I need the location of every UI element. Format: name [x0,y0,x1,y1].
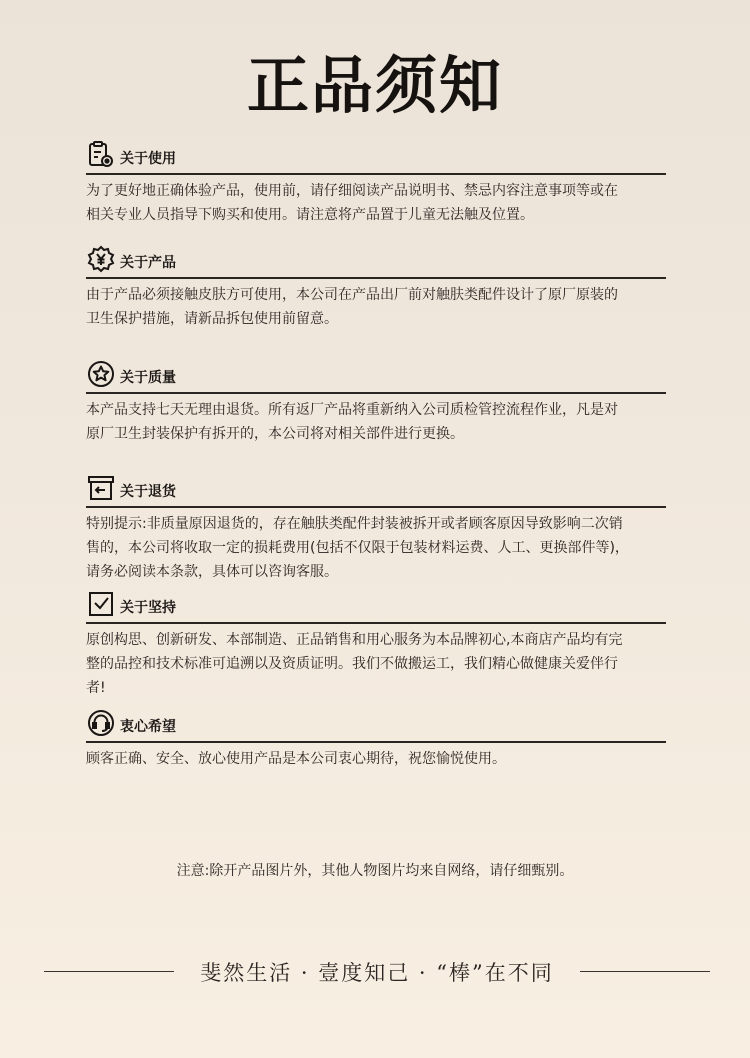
section-line: 者! [86,680,106,696]
return-box-icon [86,473,116,503]
section-heading: 关于坚持 [120,600,176,616]
section-heading: 关于退货 [120,484,176,500]
section-divider [86,277,666,279]
footer-left-line [44,971,174,972]
footer-text: 斐然生活 · 壹度知己 · “棒”在不同 [200,961,554,985]
section-line: 为了更好地正确体验产品，使用前，请仔细阅读产品说明书、禁忌内容注意事项等或在 [86,183,618,199]
footer-slogan [44,955,710,989]
section-heading: 关于使用 [120,151,176,167]
section-returns [86,473,666,584]
star-circle-icon [86,359,116,389]
section-line: 请务必阅读本条款，具体可以咨询客服。 [86,564,338,580]
section-hope [86,708,666,771]
section-line: 特别提示:非质量原因退货的，存在触肤类配件封装被拆开或者顾客原因导致影响二次销 [86,516,623,532]
section-line: 原创构思、创新研发、本部制造、正品销售和用心服务为本品牌初心,本商店产品均有完 [86,632,623,648]
section-heading: 关于产品 [120,255,176,271]
section-divider [86,506,666,508]
section-line: 相关专业人员指导下购买和使用。请注意将产品置于儿童无法触及位置。 [86,207,534,223]
section-quality [86,359,666,446]
section-divider [86,741,666,743]
section-persistence [86,589,666,700]
clipboard-gear-icon [86,140,116,170]
page-title: 正品须知 [246,49,503,122]
section-divider [86,622,666,624]
section-divider [86,392,666,394]
section-line: 卫生保护措施，请新品拆包使用前留意。 [86,311,338,327]
section-line: 原厂卫生封装保护有拆开的，本公司将对相关部件进行更换。 [86,426,464,442]
headset-circle-icon [86,708,116,738]
section-heading: 关于质量 [120,370,176,386]
section-line: 售的，本公司将收取一定的损耗费用(包括不仅限于包装材料运费、人工、更换部件等)， [86,540,629,556]
section-line: 整的品控和技术标准可追溯以及资质证明。我们不做搬运工，我们精心做健康关爱伴行 [86,656,618,672]
section-divider [86,173,666,175]
check-box-icon [86,589,116,619]
section-usage [86,140,666,227]
footer-right-line [580,971,710,972]
section-heading: 衷心希望 [120,719,176,735]
section-line: 由于产品必须接触皮肤方可使用，本公司在产品出厂前对触肤类配件设计了原厂原装的 [86,287,618,303]
section-product [86,244,666,331]
section-line: 本产品支持七天无理由退货。所有返厂产品将重新纳入公司质检管控流程作业，凡是对 [86,402,618,418]
section-line: 顾客正确、安全、放心使用产品是本公司衷心期待，祝您愉悦使用。 [86,751,506,767]
yuan-gear-icon [86,244,116,274]
disclaimer-note: 注意:除开产品图片外，其他人物图片均来自网络，请仔细甄别。 [176,863,574,879]
